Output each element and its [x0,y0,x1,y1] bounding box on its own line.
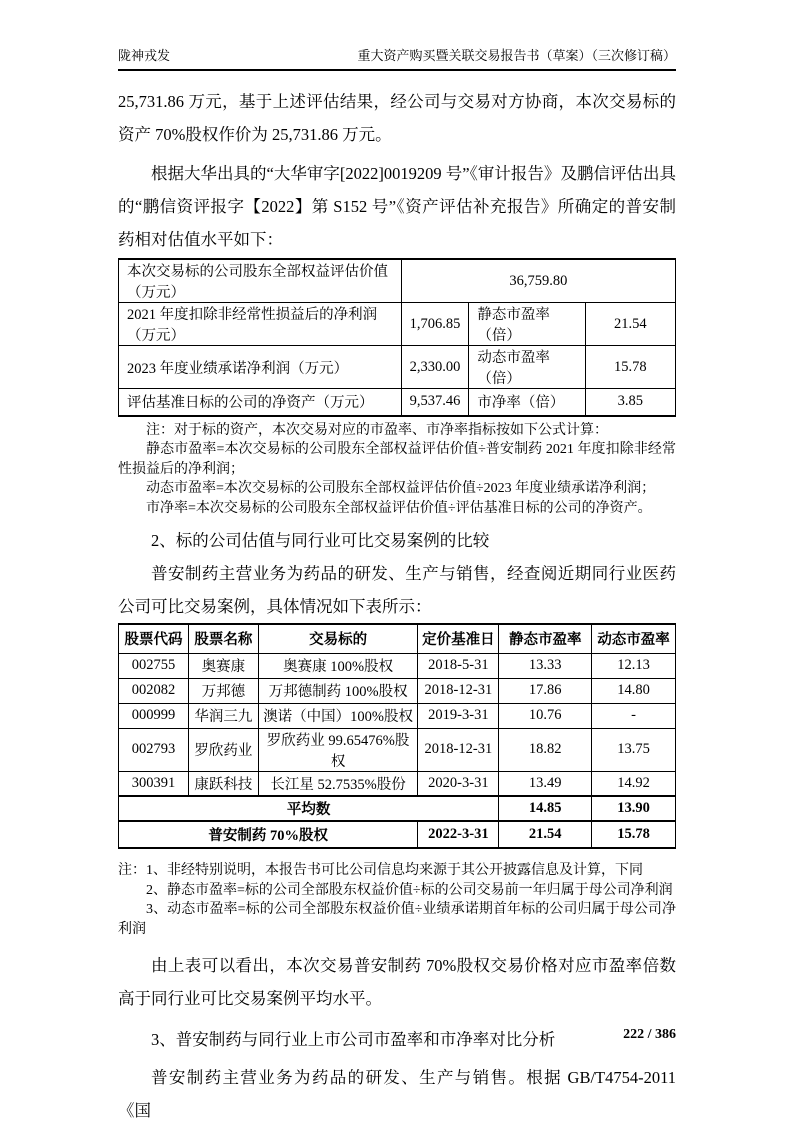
col-header-static-pe: 静态市盈率 [499,624,592,653]
table-row [119,703,676,728]
average-dynamic-pe: 13.90 [592,796,676,821]
cell-dynamic-pe: 14.92 [592,771,676,796]
cell-stock-code: 000999 [119,703,189,728]
cell-stock-name: 奥赛康 [188,653,258,678]
pb-ratio-value: 3.85 [585,389,675,416]
pb-ratio-label: 市净率（倍） [469,389,585,416]
col-header-stock-name: 股票名称 [188,624,258,653]
cell-pricing-date: 2020-3-31 [418,771,499,796]
cell-static-pe: 18.82 [499,728,592,771]
table-row [119,303,676,346]
table-row [119,653,676,678]
cell-transaction-target: 万邦德制药 100%股权 [258,678,418,703]
table-row [119,389,676,416]
table-row [119,771,676,796]
note-line: 注：1、非经特别说明，本报告书可比公司信息均来源于其公开披露信息及计算，下同 [118,863,643,878]
dynamic-pe-value: 15.78 [585,346,675,389]
net-assets-label: 评估基准日标的公司的净资产（万元） [119,389,402,416]
cell-stock-name: 康跃科技 [188,771,258,796]
paragraph-price-conclusion: 25,731.86 万元，基于上述评估结果，经公司与交易对方协商，本次交易标的资产 70%股权作价为 25,731.86 万元。 [118,92,676,144]
cell-transaction-target: 奥赛康 100%股权 [258,653,418,678]
cell-stock-code: 300391 [119,771,189,796]
header-company-name: 陇神戎发 [118,48,171,63]
section-heading-listed-company-comparison: 3、普安制药与同行业上市公司市盈率和市净率对比分析 [151,1030,556,1049]
comparable-transactions-table [118,623,676,849]
cell-pricing-date: 2019-3-31 [418,703,499,728]
table-header-row [119,624,676,653]
paragraph-comparable-intro: 普安制药主营业务为药品的研发、生产与销售，经查阅近期同行业医药公司可比交易案例，具体情况如下表所示： [118,564,676,616]
page-content [118,0,676,1122]
cell-stock-name: 罗欣药业 [188,728,258,771]
target-pricing-date: 2022-3-31 [418,821,499,848]
average-label: 平均数 [119,796,499,821]
cell-static-pe: 13.49 [499,771,592,796]
target-static-pe: 21.54 [499,821,592,848]
valuation-metrics-table [118,258,676,417]
section-heading-comparable-transactions: 2、标的公司估值与同行业可比交易案例的比较 [151,531,490,550]
comparison-table-notes [118,861,676,939]
cell-stock-code: 002793 [119,728,189,771]
static-pe-label: 静态市盈率（倍） [469,303,585,346]
header-report-title: 重大资产购买暨关联交易报告书（草案）（三次修订稿） [357,48,676,63]
table-row [119,678,676,703]
cell-static-pe: 17.86 [499,678,592,703]
promised-profit-2023-amount: 2,330.00 [401,346,469,389]
target-label: 普安制药 70%股权 [119,821,418,848]
cell-dynamic-pe: 13.75 [592,728,676,771]
col-header-dynamic-pe: 动态市盈率 [592,624,676,653]
target-dynamic-pe: 15.78 [592,821,676,848]
dynamic-pe-label: 动态市盈率（倍） [469,346,585,389]
cell-transaction-target: 罗欣药业 99.65476%股权 [258,728,418,771]
table-row [119,259,676,303]
running-header [118,47,676,71]
cell-pricing-date: 2018-12-31 [418,678,499,703]
table-row-target [119,821,676,848]
average-static-pe: 14.85 [499,796,592,821]
cell-stock-name: 万邦德 [188,678,258,703]
cell-transaction-target: 长江星 52.7535%股份 [258,771,418,796]
page-number: 222 / 386 [623,1027,676,1042]
cell-pricing-date: 2018-5-31 [418,653,499,678]
promised-profit-2023-label: 2023 年度业绩承诺净利润（万元） [119,346,402,389]
cell-static-pe: 13.33 [499,653,592,678]
col-header-pricing-date: 定价基准日 [418,624,499,653]
note-line: 注：对于标的资产，本次交易对应的市盈率、市净率指标按如下公式计算： [146,422,608,438]
cell-dynamic-pe: - [592,703,676,728]
table-row [119,728,676,771]
table-row [119,346,676,389]
static-pe-value: 21.54 [585,303,675,346]
col-header-transaction-target: 交易标的 [258,624,418,653]
note-line: 2、静态市盈率=标的公司全部股东权益价值÷标的公司交易前一年归属于母公司净利润 [146,882,673,898]
cell-stock-name: 华润三九 [188,703,258,728]
paragraph-valuation-basis: 根据大华出具的“大华审字[2022]0019209 号”《审计报告》及鹏信评估出具的“鹏信资评报字【2022】第 S152 号”《资产评估补充报告》所确定的普安制药相对估值水平如下： [118,164,676,249]
cell-static-pe: 10.76 [499,703,592,728]
table-row-average [119,796,676,821]
cell-stock-code: 002082 [119,678,189,703]
cell-dynamic-pe: 14.80 [592,678,676,703]
net-profit-2021-amount: 1,706.85 [401,303,469,346]
col-header-stock-code: 股票代码 [119,624,189,653]
note-line: 动态市盈率=本次交易标的公司股东全部权益评估价值÷2023 年度业绩承诺净利润； [146,481,656,496]
cell-dynamic-pe: 12.13 [592,653,676,678]
equity-value-label: 本次交易标的公司股东全部权益评估价值（万元） [119,259,402,303]
net-assets-amount: 9,537.46 [401,389,469,416]
paragraph-comparison-conclusion: 由上表可以看出，本次交易普安制药 70%股权交易价格对应市盈率倍数高于同行业可比交易案例平均水平。 [118,956,676,1008]
paragraph-industry-classification: 普安制药主营业务为药品的研发、生产与销售。根据 GB/T4754-2011《国 [118,1068,676,1120]
cell-pricing-date: 2018-12-31 [418,728,499,771]
cell-transaction-target: 澳诺（中国）100%股权 [258,703,418,728]
note-line: 静态市盈率=本次交易标的公司股东全部权益评估价值÷普安制药 2021 年度扣除非经常性损益后的净利润； [118,442,676,477]
note-line: 3、动态市盈率=标的公司全部股东权益价值÷业绩承诺期首年标的公司归属于母公司净利润 [118,902,676,937]
valuation-table-notes [118,421,676,519]
net-profit-2021-label: 2021 年度扣除非经常性损益后的净利润（万元） [119,303,402,346]
note-line: 市净率=本次交易标的公司股东全部权益评估价值÷评估基准日标的公司的净资产。 [146,500,652,516]
equity-value-amount: 36,759.80 [401,259,675,303]
cell-stock-code: 002755 [119,653,189,678]
